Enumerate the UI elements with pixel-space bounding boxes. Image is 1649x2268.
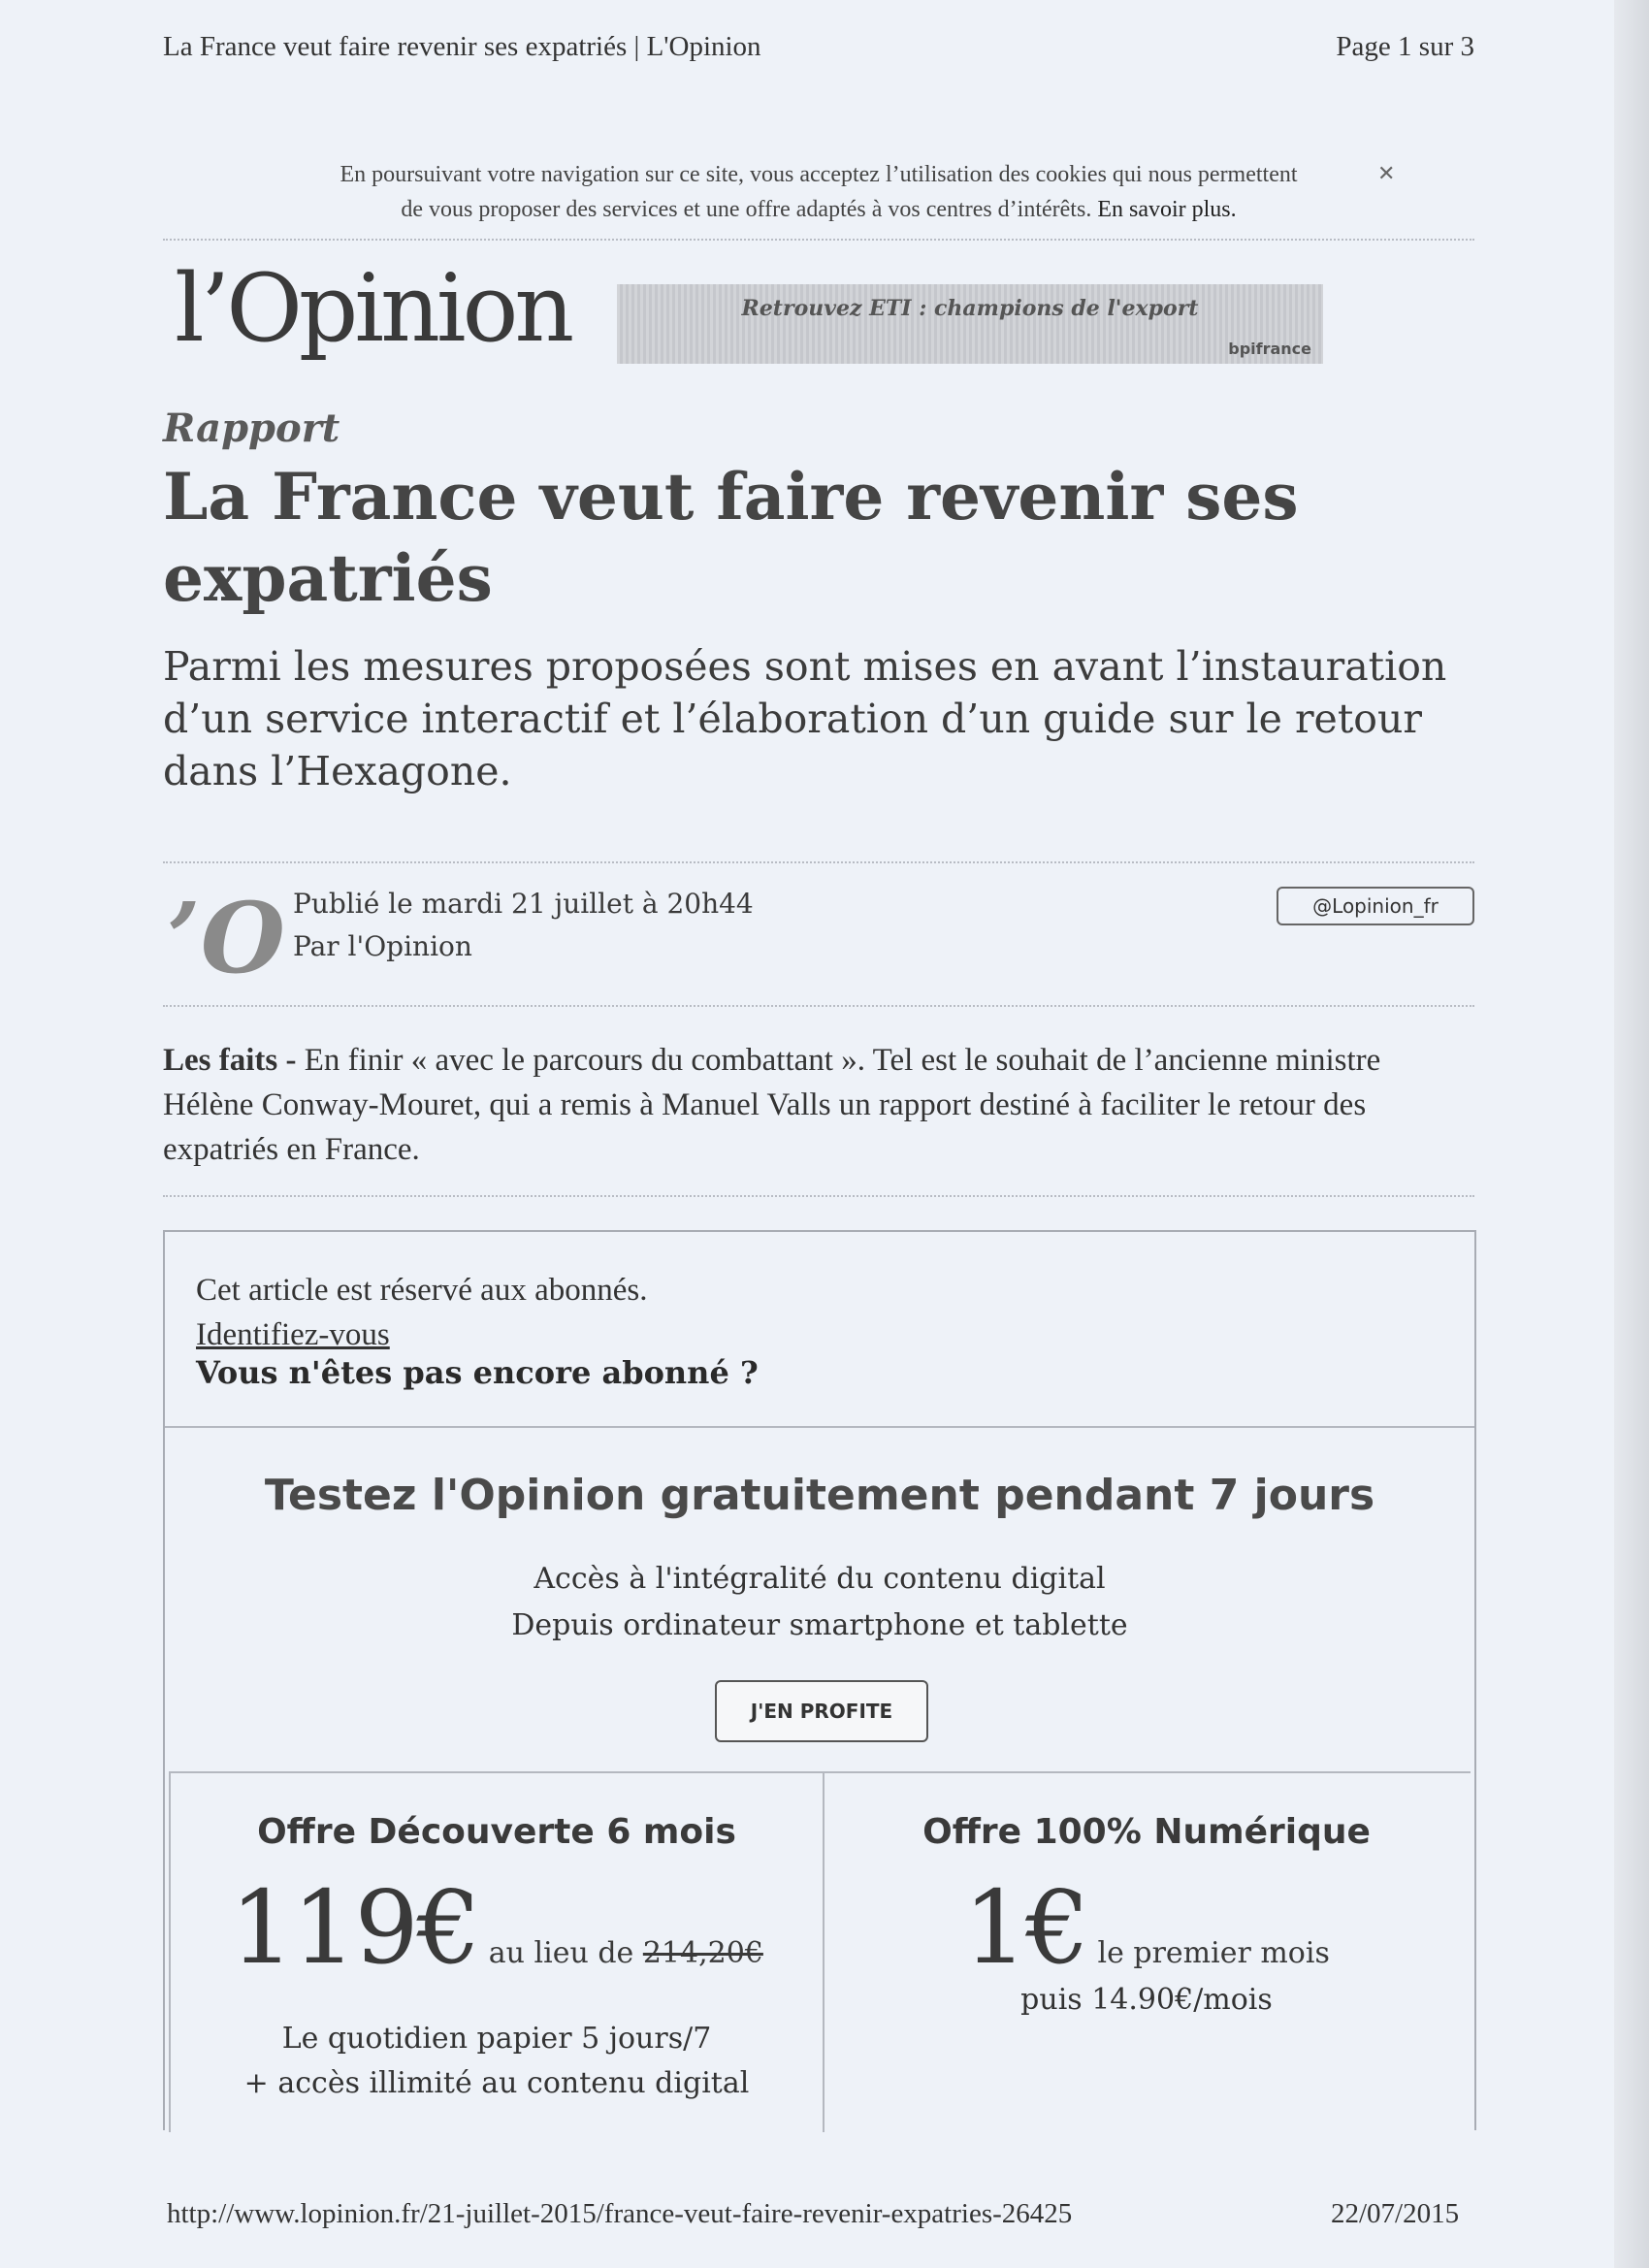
article-lede: Parmi les mesures proposées sont mises en avant l’instauration d’un service interactif et l’élaboration d’un guide sur le retour dans l’Hexagone.	[163, 643, 1447, 794]
offer-title: Offre Découverte 6 mois	[257, 1812, 736, 1852]
article-meta	[293, 883, 754, 968]
page-edge-shadow	[1614, 0, 1649, 2268]
facts-label: Les faits -	[163, 1043, 297, 1078]
print-header	[163, 31, 1474, 63]
price-note: le premier mois	[1097, 1936, 1330, 1970]
divider	[165, 1426, 1474, 1428]
offer-desc-1: puis 14.90€/mois	[1020, 1983, 1273, 2017]
offer-price: 119€	[230, 1868, 479, 1987]
cookie-line-2-text: de vous proposer des services et une offre adaptés à vos centres d’intérêts.	[401, 197, 1092, 222]
article-kicker: Rapport	[163, 405, 340, 451]
divider	[163, 239, 1474, 241]
offer-price: 1€	[963, 1868, 1088, 1987]
offer-digital[interactable]	[823, 1773, 1471, 2132]
login-link[interactable]: Identifiez-vous	[196, 1317, 390, 1352]
paywall-box	[163, 1230, 1476, 2130]
footer-date: 22/07/2015	[1331, 2198, 1460, 2229]
page-count: Page 1 sur 3	[1336, 31, 1474, 62]
offer-desc-1: Le quotidien papier 5 jours/7	[281, 2022, 712, 2056]
trial-headline: Testez l'Opinion gratuitement pendant 7 jours	[264, 1471, 1375, 1520]
paywall-reserved-text: Cet article est réservé aux abonnés.	[196, 1273, 648, 1308]
banner-sponsor: bpifrance	[1228, 340, 1311, 358]
trial-cta-button[interactable]: J'EN PROFITE	[715, 1680, 928, 1742]
site-logo[interactable]: l’Opinion	[175, 254, 571, 363]
price-note	[489, 1936, 763, 1970]
offers-row	[169, 1771, 1471, 2132]
offer-title: Offre 100% Numérique	[922, 1812, 1371, 1852]
offer-desc-2: + accès illimité au contenu digital	[243, 2066, 750, 2100]
publish-date: Publié le mardi 21 juillet à 20h44	[293, 888, 754, 920]
byline: Par l'Opinion	[293, 930, 472, 962]
banner-text: Retrouvez ETI : champions de l'export	[741, 296, 1199, 321]
offer-discovery[interactable]	[169, 1773, 824, 2132]
twitter-follow-button[interactable]: @Lopinion_fr	[1277, 887, 1474, 925]
article-facts	[163, 1038, 1474, 1172]
author-logo: ’O	[167, 881, 285, 995]
paywall-question: Vous n'êtes pas encore abonné ?	[196, 1354, 759, 1391]
close-icon[interactable]: ✕	[1377, 162, 1396, 186]
page-title: La France veut faire revenir ses expatriés | L'Opinion	[163, 31, 761, 62]
divider	[163, 861, 1474, 863]
ad-banner[interactable]	[617, 284, 1323, 364]
trial-feature-2: Depuis ordinateur smartphone et tablette	[511, 1608, 1128, 1642]
trial-feature-1: Accès à l'intégralité du contenu digital	[534, 1562, 1106, 1596]
cookie-line-1: En poursuivant votre navigation sur ce site, vous acceptez l’utilisation des cookies qui nous permettent	[340, 162, 1298, 187]
old-price: 214,20€	[642, 1936, 763, 1970]
divider	[163, 1005, 1474, 1007]
cookie-line-2	[163, 192, 1474, 227]
cookie-notice	[163, 157, 1474, 227]
facts-text: En finir « avec le parcours du combattant ». Tel est le souhait de l’ancienne ministre Hélène Conway-Mouret, qui a remis à Manuel Valls un rapport destiné à faciliter le retour des expatriés en France.	[163, 1043, 1381, 1167]
price-row	[823, 1868, 1471, 1987]
price-note-prefix: au lieu de	[488, 1936, 643, 1970]
footer-url: http://www.lopinion.fr/21-juillet-2015/france-veut-faire-revenir-expatries-26425	[167, 2198, 1073, 2229]
price-row	[171, 1868, 823, 1987]
cookie-learn-more-link[interactable]: En savoir plus.	[1097, 197, 1237, 222]
article-title: La France veut faire revenir ses expatriés	[163, 459, 1299, 616]
divider	[163, 1195, 1474, 1197]
